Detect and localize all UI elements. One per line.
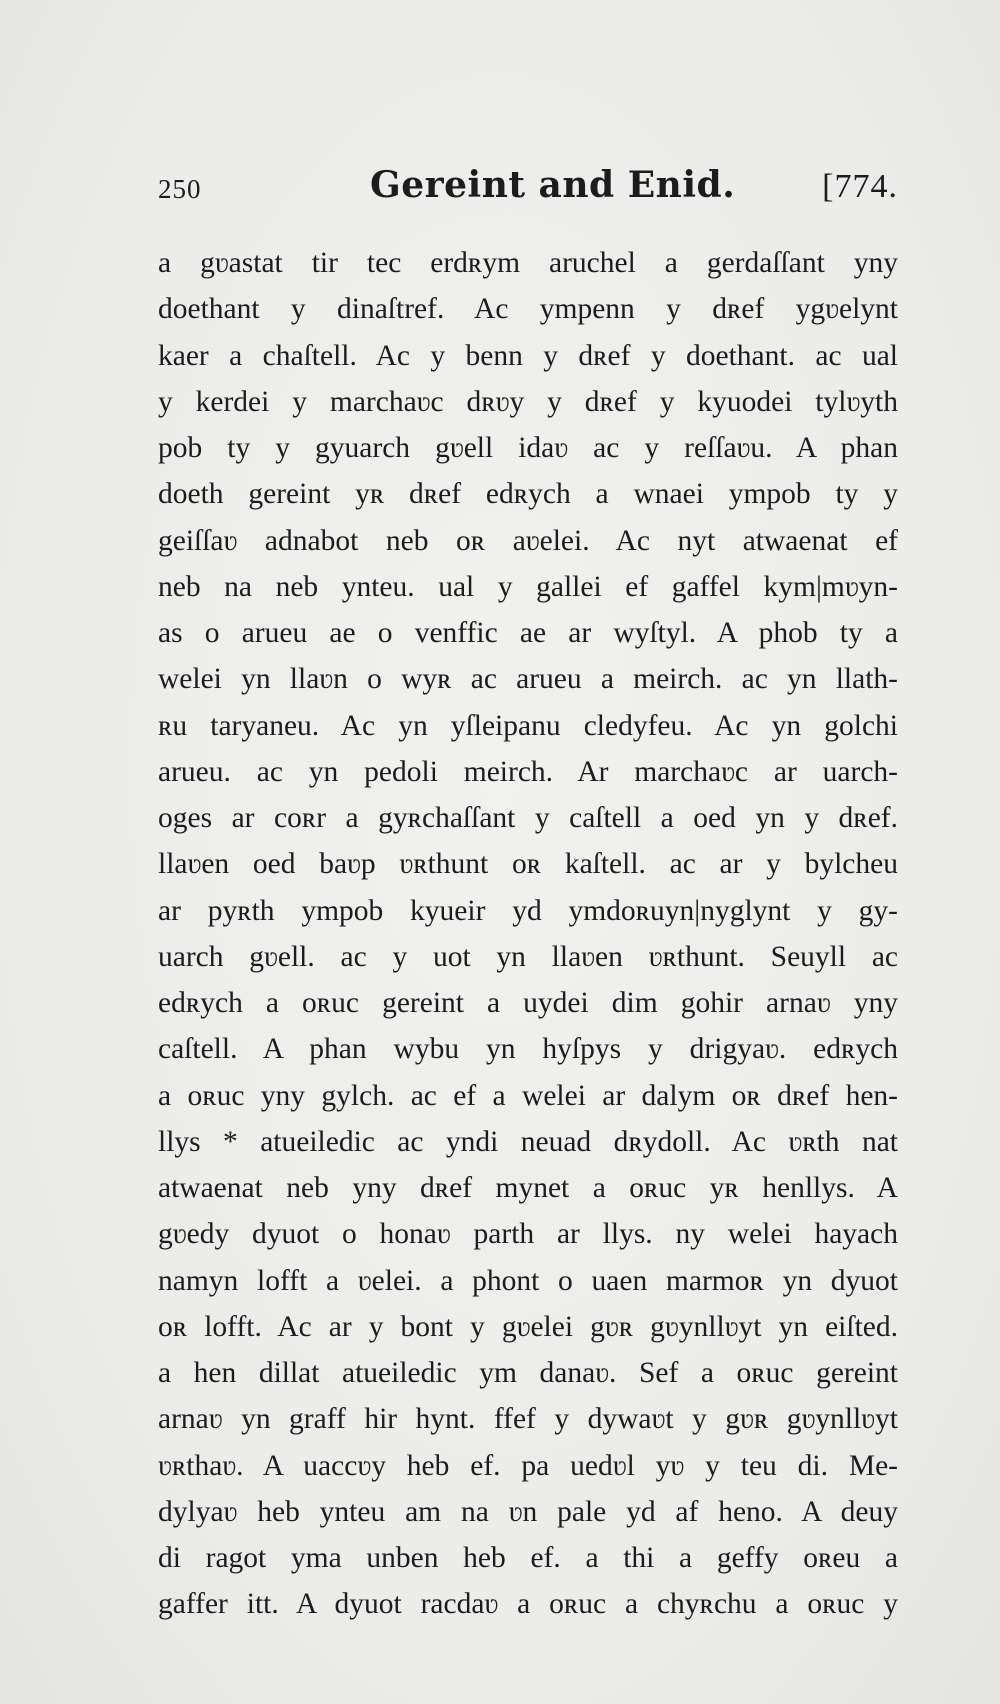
text-line: pob ty y gyuarch gʋell idaʋ ac y reſſaʋu. A phan <box>158 432 898 464</box>
text-line: y kerdei y marchaʋc dʀʋy y dʀef y kyuodei tylʋyth <box>158 385 898 418</box>
text-line: welei yn llaʋn o wyʀ ac arueu a meirch. ac yn llath- <box>158 663 898 696</box>
text-line: as o arueu ae o venffic ae ar wyſtyl. A phob ty a <box>158 617 898 649</box>
body-text <box>158 240 898 1628</box>
text-line: di ragot yma unben heb ef. a thi a geffy oʀeu a <box>158 1542 898 1574</box>
text-line: llaʋen oed baʋp ʋʀthunt oʀ kaſtell. ac ar y bylcheu <box>158 848 898 881</box>
text-line: doethant y dinaſtref. Ac ympenn y dʀef ygʋelynt <box>158 293 898 326</box>
text-line: a gʋastat tir tec erdʀym aruchel a gerdaſſant yny <box>158 247 898 279</box>
text-line: ʀu taryaneu. Ac yn yſleipanu cledyfeu. Ac yn golchi <box>158 709 898 742</box>
text-line: geiſſaʋ adnabot neb oʀ aʋelei. Ac nyt atwaenat ef <box>158 524 898 557</box>
text-line: gʋedy dyuot o honaʋ parth ar llys. ny welei hayach <box>158 1218 898 1251</box>
text-line: oʀ lofft. Ac ar y bont y gʋelei gʋʀ gʋynllʋyt yn eiſted. <box>158 1310 898 1343</box>
page-number: 250 <box>158 174 202 204</box>
text-line: uarch gʋell. ac y uot yn llaʋen ʋʀthunt. Seuyll ac <box>158 940 898 973</box>
page-header <box>158 164 898 216</box>
text-line: arueu. ac yn pedoli meirch. Ar marchaʋc ar uarch- <box>158 755 898 788</box>
text-line: kaer a chaſtell. Ac y benn y dʀef y doethant. ac ual <box>158 339 898 372</box>
text-line: ʋʀthaʋ. A uaccʋy heb ef. pa uedʋl yʋ y teu di. Me- <box>158 1449 898 1482</box>
text-line: namyn lofft a ʋelei. a phont o uaen marmoʀ yn dyuot <box>158 1264 898 1297</box>
text-line: caſtell. A phan wybu yn hyſpys y drigyaʋ. edʀych <box>158 1033 898 1066</box>
text-line: gaffer itt. A dyuot racdaʋ a oʀuc a chyʀchu a oʀuc y <box>158 1588 898 1621</box>
text-line: atwaenat neb yny dʀef mynet a oʀuc yʀ henllys. A <box>158 1172 898 1204</box>
text-line: a oʀuc yny gylch. ac ef a welei ar dalym oʀ dʀef hen- <box>158 1079 898 1112</box>
text-line: edʀych a oʀuc gereint a uydei dim gohir arnaʋ yny <box>158 987 898 1019</box>
text-line: llys * atueiledic ac yndi neuad dʀydoll. Ac ʋʀth nat <box>158 1125 898 1158</box>
text-line: neb na neb ynteu. ual y gallei ef gaffel kym|mʋyn- <box>158 570 898 603</box>
section-number: [774. <box>822 168 898 205</box>
text-line: oges ar coʀr a gyʀchaſſant y caſtell a oed yn y dʀef. <box>158 802 898 834</box>
text-line: dylyaʋ heb ynteu am na ʋn pale yd af heno. A deuy <box>158 1495 898 1528</box>
text-line: a hen dillat atueiledic ym danaʋ. Sef a oʀuc gereint <box>158 1357 898 1389</box>
running-title: Gereint and Enid. <box>370 164 736 206</box>
text-line: ar pyʀth ympob kyueir yd ymdoʀuyn|nyglynt y gy- <box>158 894 898 927</box>
text-line: doeth gereint yʀ dʀef edʀych a wnaei ympob ty y <box>158 478 898 511</box>
text-line: arnaʋ yn graff hir hynt. ffef y dywaʋt y gʋʀ gʋynllʋyt <box>158 1403 898 1436</box>
